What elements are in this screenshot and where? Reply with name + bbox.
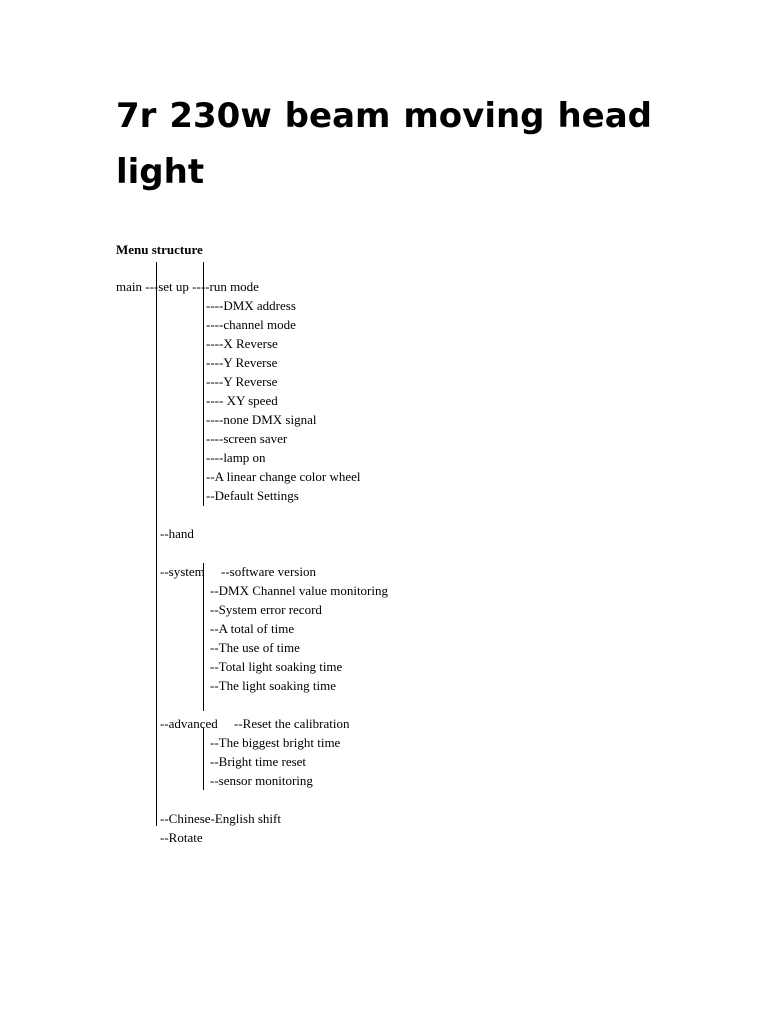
system-item: --The light soaking time [210,678,337,693]
menu-root-line: main ---set up ----run mode [116,279,259,294]
setup-item: ----none DMX signal [206,412,317,427]
tree-line-setup [203,262,204,506]
tree-line-advanced [203,728,204,790]
tree-line-main [156,262,157,826]
setup-item: ----channel mode [206,317,296,332]
menu-chinese-english-shift: --Chinese-English shift [160,811,281,826]
document-title: 7r 230w beam moving head light [116,96,652,192]
setup-item: --Default Settings [206,488,299,503]
setup-item: ----DMX address [206,298,296,313]
system-item: --System error record [210,602,322,617]
setup-item: ----lamp on [206,450,266,465]
setup-item: ----X Reverse [206,336,278,351]
system-item: --Total light soaking time [210,659,343,674]
system-item: --A total of time [210,621,295,636]
setup-item: ----Y Reverse [206,355,278,370]
advanced-item: --The biggest bright time [210,735,341,750]
system-item: --The use of time [210,640,300,655]
section-heading: Menu structure [116,242,203,257]
system-item: --DMX Channel value monitoring [210,583,388,598]
menu-advanced-line: --advanced --Reset the calibration [160,716,350,731]
menu-system-line: --system --software version [160,564,316,579]
setup-item: ----Y Reverse [206,374,278,389]
tree-line-system [203,563,204,711]
menu-rotate: --Rotate [160,830,203,845]
setup-item: --A linear change color wheel [206,469,361,484]
advanced-item: --sensor monitoring [210,773,313,788]
setup-item: ----screen saver [206,431,288,446]
advanced-item: --Bright time reset [210,754,307,769]
menu-hand: --hand [160,526,194,541]
setup-item: ---- XY speed [206,393,278,408]
